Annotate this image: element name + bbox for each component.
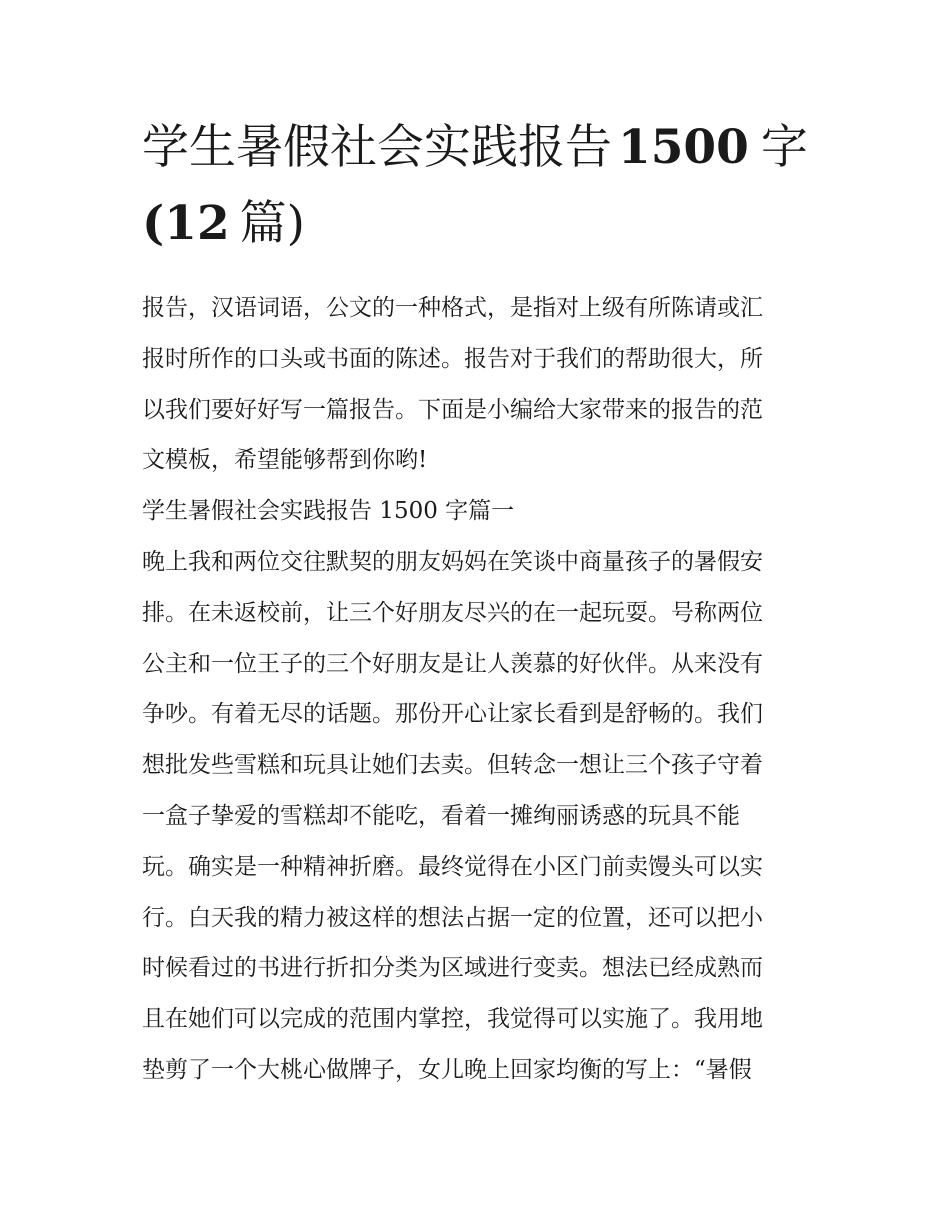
text-line: 时候看过的书进行折扣分类为区域进行变卖。想法已经成熟而 (142, 955, 763, 982)
title-text: 学生暑假社会实践报告 (142, 120, 612, 175)
text-line: 排。在未返校前，让三个好朋友尽兴的在一起玩耍。号称两位 (142, 599, 763, 626)
title-line (142, 110, 814, 186)
text-line: 行。白天我的精力被这样的想法占据一定的位置，还可以把小 (142, 904, 763, 931)
text-line: 以我们要好好写一篇报告。下面是小编给大家带来的报告的范 (142, 396, 763, 423)
document-page (142, 110, 814, 1096)
text-line: 报时所作的口头或书面的陈述。报告对于我们的帮助很大，所 (142, 345, 763, 372)
text-line: 垫剪了一个大桃心做牌子，女儿晚上回家均衡的写上：“暑假 (142, 1056, 752, 1083)
text-line: 玩。确实是一种精神折磨。最终觉得在小区门前卖馒头可以实 (142, 853, 763, 880)
document-title (142, 110, 814, 262)
section-heading: 学生暑假社会实践报告 1500 字篇一 (142, 498, 515, 525)
title-line (142, 186, 814, 262)
text-line: 报告，汉语词语，公文的一种格式，是指对上级有所陈请或汇 (142, 295, 763, 321)
text-line: 公主和一位王子的三个好朋友是让人羡慕的好伙伴。从来没有 (142, 650, 763, 677)
title-number: 1500 (618, 120, 749, 175)
title-unit: 字 (760, 120, 808, 175)
text-line: 且在她们可以完成的范围内掌控，我觉得可以实施了。我用地 (142, 1006, 763, 1033)
text-line: 一盒子挚爱的雪糕却不能吃，看着一摊绚丽诱惑的玩具不能 (142, 802, 740, 829)
title-count: (12 (142, 196, 230, 251)
text-line: 想批发些雪糕和玩具让她们去卖。但转念一想让三个孩子守着 (142, 752, 763, 779)
document-body (142, 283, 814, 1096)
title-count-suffix: 篇) (239, 196, 305, 251)
text-line: 晚上我和两位交往默契的朋友妈妈在笑谈中商量孩子的暑假安 (142, 548, 763, 575)
text-line: 文模板，希望能够帮到你哟! (142, 447, 428, 474)
text-line: 争吵。有着无尽的话题。那份开心让家长看到是舒畅的。我们 (142, 701, 763, 728)
